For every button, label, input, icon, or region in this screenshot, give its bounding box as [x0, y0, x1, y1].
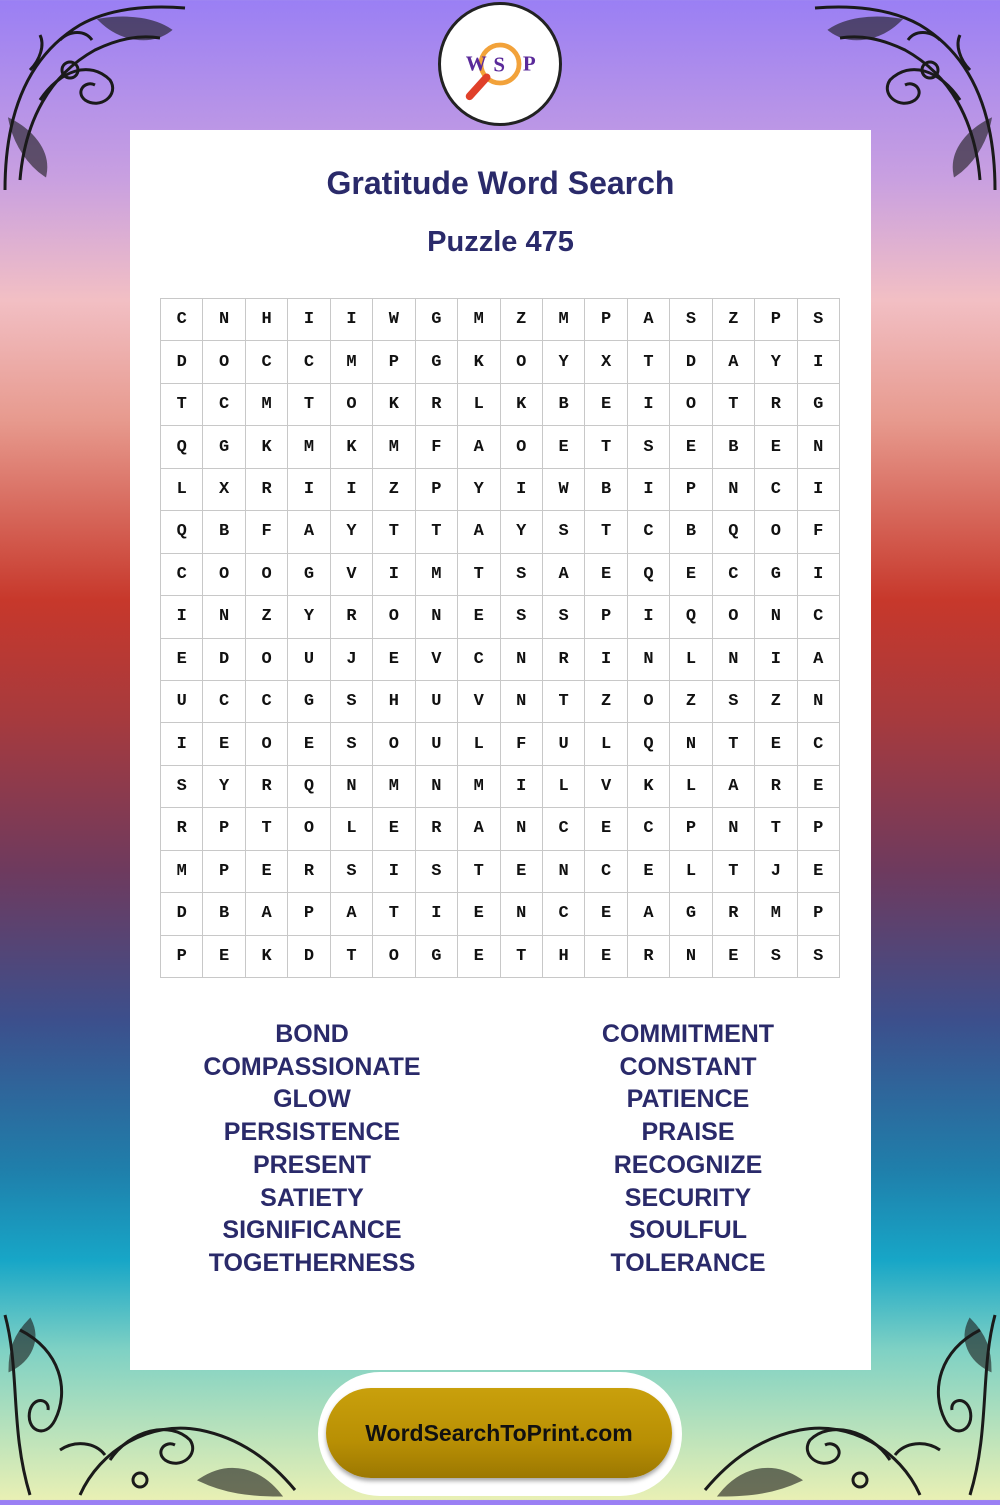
grid-cell[interactable]: N [670, 936, 712, 978]
grid-cell[interactable]: E [458, 893, 500, 935]
grid-cell[interactable]: M [288, 426, 330, 468]
grid-cell[interactable]: A [458, 426, 500, 468]
grid-cell[interactable]: K [501, 384, 543, 426]
grid-cell[interactable]: E [203, 723, 245, 765]
footer-badge [318, 1372, 682, 1496]
grid-cell[interactable]: W [543, 469, 585, 511]
grid-cell[interactable]: C [246, 341, 288, 383]
grid-cell[interactable]: T [713, 723, 755, 765]
grid-cell[interactable]: N [713, 808, 755, 850]
grid-cell[interactable]: A [458, 808, 500, 850]
grid-cell[interactable]: A [246, 893, 288, 935]
grid-cell[interactable]: Z [755, 681, 797, 723]
grid-cell[interactable]: O [670, 384, 712, 426]
word-list-item: PRESENT [252, 1150, 372, 1179]
grid-cell[interactable]: M [416, 554, 458, 596]
grid-cell[interactable]: P [798, 808, 840, 850]
word-list-item: CONSTANT [619, 1052, 757, 1081]
logo-letter-s: S [493, 52, 505, 77]
word-list-item: SOULFUL [628, 1216, 748, 1245]
grid-cell[interactable]: E [501, 851, 543, 893]
grid-cell[interactable]: U [416, 723, 458, 765]
grid-cell[interactable]: H [543, 936, 585, 978]
website-link-label: WordSearchToPrint.com [365, 1419, 633, 1446]
grid-cell[interactable]: P [670, 808, 712, 850]
grid-cell[interactable]: H [246, 299, 288, 341]
grid-cell[interactable]: E [373, 639, 415, 681]
grid-cell[interactable]: P [798, 893, 840, 935]
grid-cell[interactable]: P [585, 299, 627, 341]
grid-cell[interactable]: N [501, 808, 543, 850]
grid-cell[interactable]: R [246, 469, 288, 511]
grid-cell[interactable]: O [246, 554, 288, 596]
grid-cell[interactable]: N [501, 681, 543, 723]
grid-cell[interactable]: B [543, 384, 585, 426]
grid-cell[interactable]: Y [458, 469, 500, 511]
grid-cell[interactable]: E [246, 851, 288, 893]
grid-cell[interactable]: M [373, 426, 415, 468]
grid-cell[interactable]: U [288, 639, 330, 681]
grid-cell[interactable]: I [416, 893, 458, 935]
grid-cell[interactable]: E [203, 936, 245, 978]
grid-cell[interactable]: N [713, 639, 755, 681]
grid-cell[interactable]: C [798, 596, 840, 638]
grid-cell[interactable]: N [798, 681, 840, 723]
grid-cell[interactable]: D [288, 936, 330, 978]
word-list-item: TOLERANCE [610, 1248, 766, 1277]
grid-cell[interactable]: G [416, 341, 458, 383]
grid-cell[interactable]: C [458, 639, 500, 681]
logo-letter-w: W [465, 51, 487, 76]
grid-cell[interactable]: N [798, 426, 840, 468]
word-list-right [538, 1018, 838, 1280]
grid-cell[interactable]: E [288, 723, 330, 765]
grid-cell[interactable]: P [416, 469, 458, 511]
word-list-item: COMMITMENT [601, 1020, 775, 1048]
grid-cell[interactable]: N [331, 766, 373, 808]
grid-cell[interactable]: I [798, 341, 840, 383]
grid-cell[interactable]: I [288, 469, 330, 511]
grid-cell[interactable]: K [628, 766, 670, 808]
grid-cell[interactable]: Q [628, 554, 670, 596]
grid-cell[interactable]: C [246, 681, 288, 723]
grid-cell[interactable]: I [373, 554, 415, 596]
grid-cell[interactable]: Y [501, 511, 543, 553]
word-list-item: BOND [275, 1020, 349, 1048]
grid-cell[interactable]: W [373, 299, 415, 341]
word-list-item: GLOW [273, 1085, 351, 1114]
grid-cell[interactable]: E [585, 808, 627, 850]
grid-cell[interactable]: O [246, 639, 288, 681]
grid-cell[interactable]: Z [373, 469, 415, 511]
grid-cell[interactable]: S [628, 426, 670, 468]
grid-cell[interactable]: A [331, 893, 373, 935]
grid-cell[interactable]: N [628, 639, 670, 681]
grid-cell[interactable]: L [161, 469, 203, 511]
grid-cell[interactable]: B [203, 511, 245, 553]
grid-cell[interactable]: E [585, 936, 627, 978]
grid-cell[interactable]: T [713, 851, 755, 893]
grid-cell[interactable]: A [713, 341, 755, 383]
grid-cell[interactable]: S [755, 936, 797, 978]
grid-cell[interactable]: R [755, 384, 797, 426]
grid-cell[interactable]: N [416, 596, 458, 638]
grid-cell[interactable]: E [755, 426, 797, 468]
grid-cell[interactable]: D [203, 639, 245, 681]
grid-cell[interactable]: T [373, 893, 415, 935]
grid-cell[interactable]: F [798, 511, 840, 553]
grid-cell[interactable]: J [331, 639, 373, 681]
grid-cell[interactable]: G [755, 554, 797, 596]
grid-cell[interactable]: R [628, 936, 670, 978]
grid-cell[interactable]: N [713, 469, 755, 511]
grid-cell[interactable]: Q [288, 766, 330, 808]
grid-cell[interactable]: I [585, 639, 627, 681]
grid-cell[interactable]: U [416, 681, 458, 723]
grid-cell[interactable]: T [713, 384, 755, 426]
grid-cell[interactable]: P [288, 893, 330, 935]
grid-cell[interactable]: O [331, 384, 373, 426]
grid-cell[interactable]: I [161, 596, 203, 638]
grid-cell[interactable]: G [288, 554, 330, 596]
grid-cell[interactable]: I [161, 723, 203, 765]
grid-cell[interactable]: C [628, 808, 670, 850]
grid-cell[interactable]: E [670, 554, 712, 596]
grid-cell[interactable]: O [373, 596, 415, 638]
grid-cell[interactable]: F [246, 511, 288, 553]
grid-cell[interactable]: C [543, 893, 585, 935]
grid-cell[interactable]: S [331, 681, 373, 723]
grid-cell[interactable]: O [755, 511, 797, 553]
grid-cell[interactable]: E [628, 851, 670, 893]
grid-cell[interactable]: C [543, 808, 585, 850]
grid-cell[interactable]: V [458, 681, 500, 723]
grid-cell[interactable]: T [585, 426, 627, 468]
word-list-item: TOGETHERNESS [208, 1248, 416, 1277]
grid-cell[interactable]: R [755, 766, 797, 808]
grid-cell[interactable]: N [670, 723, 712, 765]
grid-cell[interactable]: R [288, 851, 330, 893]
grid-cell[interactable]: T [288, 384, 330, 426]
grid-cell[interactable]: T [458, 554, 500, 596]
grid-cell[interactable]: K [458, 341, 500, 383]
logo-letter-p: P [522, 51, 536, 76]
grid-cell[interactable]: R [246, 766, 288, 808]
grid-cell[interactable]: V [585, 766, 627, 808]
grid-cell[interactable]: Q [713, 511, 755, 553]
grid-cell[interactable]: X [585, 341, 627, 383]
grid-cell[interactable]: A [628, 299, 670, 341]
grid-cell[interactable]: L [670, 639, 712, 681]
grid-cell[interactable]: A [543, 554, 585, 596]
grid-cell[interactable]: I [373, 851, 415, 893]
grid-cell[interactable]: T [416, 511, 458, 553]
grid-cell[interactable]: T [543, 681, 585, 723]
grid-cell[interactable]: C [203, 384, 245, 426]
grid-cell[interactable]: J [755, 851, 797, 893]
grid-cell[interactable]: R [416, 808, 458, 850]
grid-cell[interactable]: F [416, 426, 458, 468]
grid-cell[interactable]: I [628, 469, 670, 511]
grid-cell[interactable]: R [331, 596, 373, 638]
grid-cell[interactable]: I [628, 384, 670, 426]
grid-cell[interactable]: C [161, 299, 203, 341]
grid-cell[interactable]: K [373, 384, 415, 426]
grid-cell[interactable]: C [161, 554, 203, 596]
grid-cell[interactable]: I [331, 469, 373, 511]
grid-cell[interactable]: S [501, 554, 543, 596]
grid-cell[interactable]: H [373, 681, 415, 723]
grid-cell[interactable]: E [713, 936, 755, 978]
grid-cell[interactable]: O [203, 341, 245, 383]
grid-cell[interactable]: A [458, 511, 500, 553]
grid-cell[interactable]: G [203, 426, 245, 468]
grid-cell[interactable]: P [585, 596, 627, 638]
grid-cell[interactable]: Q [161, 511, 203, 553]
grid-cell[interactable]: E [543, 426, 585, 468]
grid-cell[interactable]: L [670, 851, 712, 893]
grid-cell[interactable]: L [585, 723, 627, 765]
grid-cell[interactable]: C [203, 681, 245, 723]
grid-cell[interactable]: O [373, 936, 415, 978]
grid-cell[interactable]: A [798, 639, 840, 681]
grid-cell[interactable]: N [543, 851, 585, 893]
grid-cell[interactable]: Z [670, 681, 712, 723]
grid-cell[interactable]: U [543, 723, 585, 765]
grid-cell[interactable]: Y [203, 766, 245, 808]
grid-cell[interactable]: R [713, 893, 755, 935]
grid-cell[interactable]: S [331, 851, 373, 893]
grid-cell[interactable]: S [501, 596, 543, 638]
grid-cell[interactable]: A [628, 893, 670, 935]
grid-cell[interactable]: E [670, 426, 712, 468]
grid-cell[interactable]: E [161, 639, 203, 681]
grid-cell[interactable]: M [373, 766, 415, 808]
grid-cell[interactable]: I [288, 299, 330, 341]
grid-cell[interactable]: O [713, 596, 755, 638]
grid-cell[interactable]: O [246, 723, 288, 765]
grid-cell[interactable]: Y [755, 341, 797, 383]
page-title: Gratitude Word Search [326, 165, 675, 201]
grid-cell[interactable]: C [585, 851, 627, 893]
word-list-item: SATIETY [260, 1183, 364, 1212]
grid-cell[interactable]: C [628, 511, 670, 553]
grid-cell[interactable]: E [585, 384, 627, 426]
word-list-item: PRAISE [641, 1118, 735, 1147]
grid-cell[interactable]: N [416, 766, 458, 808]
grid-cell[interactable]: E [458, 596, 500, 638]
grid-cell[interactable]: K [246, 426, 288, 468]
grid-cell[interactable]: E [755, 723, 797, 765]
grid-cell[interactable]: S [543, 511, 585, 553]
grid-cell[interactable]: M [246, 384, 288, 426]
grid-cell[interactable]: L [458, 384, 500, 426]
grid-cell[interactable]: T [755, 808, 797, 850]
grid-cell[interactable]: R [161, 808, 203, 850]
grid-cell[interactable]: P [755, 299, 797, 341]
grid-cell[interactable]: E [373, 808, 415, 850]
grid-cell[interactable]: K [246, 936, 288, 978]
grid-cell[interactable]: I [501, 766, 543, 808]
grid-cell[interactable]: N [203, 596, 245, 638]
grid-cell[interactable]: S [543, 596, 585, 638]
grid-cell[interactable]: I [798, 554, 840, 596]
grid-cell[interactable]: T [161, 384, 203, 426]
grid-cell[interactable]: D [670, 341, 712, 383]
grid-cell[interactable]: V [416, 639, 458, 681]
grid-cell[interactable]: Z [713, 299, 755, 341]
grid-cell[interactable]: M [458, 299, 500, 341]
grid-cell[interactable]: K [331, 426, 373, 468]
grid-cell[interactable]: G [670, 893, 712, 935]
grid-cell[interactable]: T [501, 936, 543, 978]
grid-cell[interactable]: R [543, 639, 585, 681]
grid-cell[interactable]: P [203, 808, 245, 850]
word-list-item: SECURITY [624, 1183, 752, 1212]
grid-cell[interactable]: R [416, 384, 458, 426]
grid-cell[interactable]: Y [331, 511, 373, 553]
grid-cell[interactable]: I [755, 639, 797, 681]
grid-cell[interactable]: C [798, 723, 840, 765]
word-search-grid [160, 298, 840, 978]
grid-cell[interactable]: L [543, 766, 585, 808]
grid-cell[interactable]: Y [543, 341, 585, 383]
grid-cell[interactable]: L [331, 808, 373, 850]
grid-cell[interactable]: E [585, 554, 627, 596]
grid-cell[interactable]: M [755, 893, 797, 935]
grid-cell[interactable]: L [458, 723, 500, 765]
grid-cell[interactable]: L [670, 766, 712, 808]
grid-cell[interactable]: Y [288, 596, 330, 638]
grid-cell[interactable]: C [755, 469, 797, 511]
grid-cell[interactable]: G [288, 681, 330, 723]
grid-cell[interactable]: E [458, 936, 500, 978]
grid-cell[interactable]: D [161, 893, 203, 935]
grid-cell[interactable]: Z [246, 596, 288, 638]
puzzle-card [130, 130, 871, 1370]
grid-cell[interactable]: Q [628, 723, 670, 765]
grid-cell[interactable]: C [288, 341, 330, 383]
word-list-item: PERSISTENCE [223, 1118, 401, 1147]
grid-cell[interactable]: E [585, 893, 627, 935]
grid-cell[interactable]: I [628, 596, 670, 638]
grid-cell[interactable]: O [501, 426, 543, 468]
word-list-left [162, 1018, 462, 1280]
grid-cell[interactable]: T [585, 511, 627, 553]
grid-cell[interactable]: B [670, 511, 712, 553]
word-list-item: COMPASSIONATE [203, 1052, 421, 1081]
grid-cell[interactable]: I [501, 469, 543, 511]
grid-cell[interactable]: P [161, 936, 203, 978]
grid-cell[interactable]: N [501, 639, 543, 681]
grid-cell[interactable]: G [416, 299, 458, 341]
grid-cell[interactable]: P [203, 851, 245, 893]
grid-cell[interactable]: T [331, 936, 373, 978]
grid-cell[interactable]: P [373, 341, 415, 383]
word-list-item: SIGNIFICANCE [222, 1216, 402, 1245]
grid-cell[interactable]: T [628, 341, 670, 383]
grid-cell[interactable]: S [670, 299, 712, 341]
grid-cell[interactable]: G [798, 384, 840, 426]
grid-cell[interactable]: X [203, 469, 245, 511]
grid-cell[interactable]: N [755, 596, 797, 638]
grid-cell[interactable]: E [798, 766, 840, 808]
grid-cell[interactable]: S [798, 936, 840, 978]
grid-cell[interactable]: B [713, 426, 755, 468]
grid-cell[interactable]: U [161, 681, 203, 723]
grid-cell[interactable]: P [670, 469, 712, 511]
grid-cell[interactable]: Q [670, 596, 712, 638]
grid-cell[interactable]: O [203, 554, 245, 596]
grid-cell[interactable]: S [416, 851, 458, 893]
grid-cell[interactable]: O [628, 681, 670, 723]
wsp-logo[interactable] [438, 2, 562, 126]
grid-cell[interactable]: M [161, 851, 203, 893]
grid-cell[interactable]: B [203, 893, 245, 935]
grid-cell[interactable]: D [161, 341, 203, 383]
grid-cell[interactable]: E [798, 851, 840, 893]
grid-cell[interactable]: T [246, 808, 288, 850]
grid-cell[interactable]: S [331, 723, 373, 765]
grid-cell[interactable]: T [373, 511, 415, 553]
grid-cell[interactable]: B [585, 469, 627, 511]
grid-cell[interactable]: N [501, 893, 543, 935]
grid-cell[interactable]: C [713, 554, 755, 596]
grid-cell[interactable]: O [501, 341, 543, 383]
grid-cell[interactable]: F [501, 723, 543, 765]
grid-cell[interactable]: O [373, 723, 415, 765]
grid-cell[interactable]: I [331, 299, 373, 341]
word-list-item: PATIENCE [626, 1085, 750, 1114]
grid-cell[interactable]: Z [585, 681, 627, 723]
grid-cell[interactable]: T [458, 851, 500, 893]
grid-cell[interactable]: V [331, 554, 373, 596]
grid-cell[interactable]: M [458, 766, 500, 808]
grid-cell[interactable]: O [288, 808, 330, 850]
grid-cell[interactable]: Q [161, 426, 203, 468]
grid-cell[interactable]: A [288, 511, 330, 553]
grid-cell[interactable]: S [713, 681, 755, 723]
grid-cell[interactable]: S [798, 299, 840, 341]
grid-cell[interactable]: I [798, 469, 840, 511]
grid-cell[interactable]: Z [501, 299, 543, 341]
grid-cell[interactable]: M [331, 341, 373, 383]
grid-cell[interactable]: N [203, 299, 245, 341]
grid-cell[interactable]: G [416, 936, 458, 978]
website-link-button[interactable] [326, 1388, 672, 1478]
word-list-item: RECOGNIZE [613, 1150, 763, 1179]
puzzle-number: Puzzle 475 [427, 226, 574, 258]
grid-cell[interactable]: M [543, 299, 585, 341]
grid-cell[interactable]: S [161, 766, 203, 808]
grid-cell[interactable]: A [713, 766, 755, 808]
